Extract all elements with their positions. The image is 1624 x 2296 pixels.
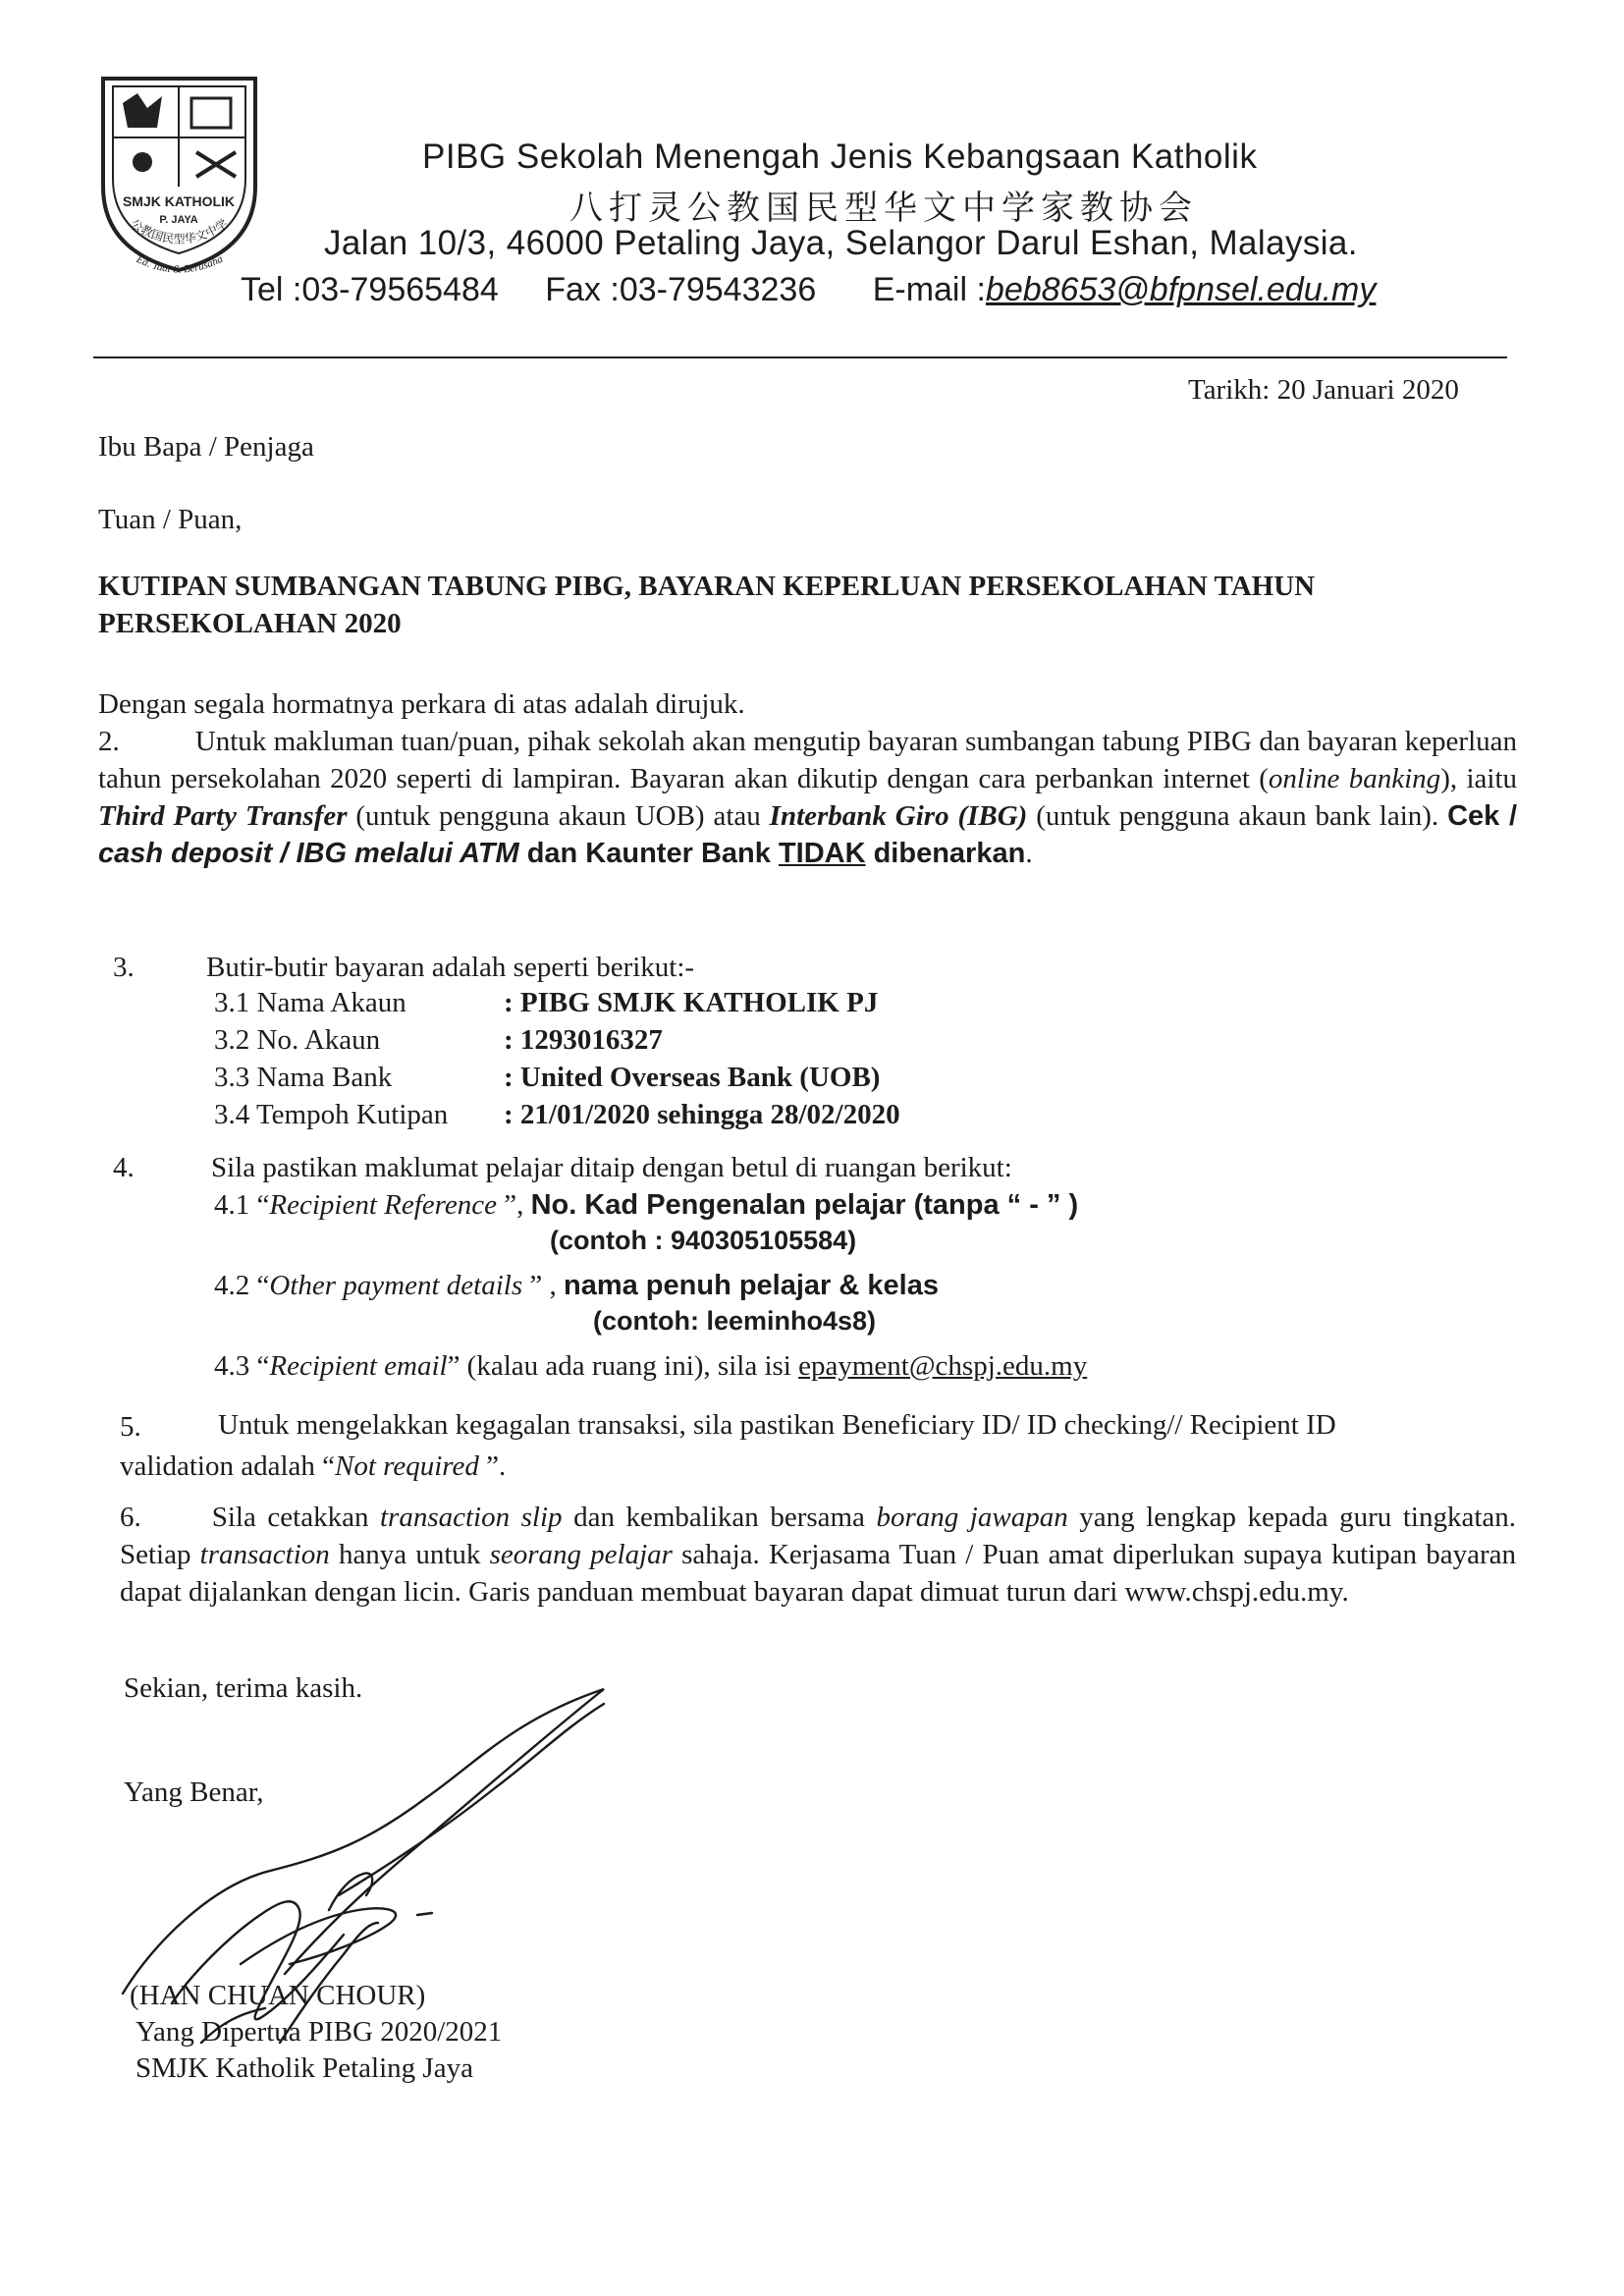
payment-detail-row: 3.1 Nama Akaun : PIBG SMJK KATHOLIK PJ [214, 987, 879, 1018]
subject-heading [98, 568, 1315, 642]
paragraph-4-number: 4. [113, 1152, 135, 1183]
recipient: Ibu Bapa / Penjaga [98, 431, 314, 463]
recipient-reference-item: 4.1 “Recipient Reference ”, No. Kad Pengenalan pelajar (tanpa “ - ” ) [214, 1189, 1079, 1221]
paragraph-5-line-2: validation adalah “Not required ”. [120, 1450, 507, 1482]
epayment-email-link[interactable]: epayment@chspj.edu.my [798, 1350, 1088, 1382]
paragraph-2-text-c: (untuk pengguna akaun UOB) atau [347, 800, 770, 832]
paragraph-5-number: 5. [120, 1411, 141, 1443]
payment-detail-row: 3.3 Nama Bank : United Overseas Bank (UOB) [214, 1062, 881, 1093]
other-payment-details-example: (contoh: leeminho4s8) [593, 1306, 877, 1336]
paragraph-2-number: 2. [98, 726, 120, 757]
payment-detail-row: 3.2 No. Akaun : 1293016327 [214, 1024, 663, 1056]
email-label: E-mail : [872, 271, 986, 308]
tel-number: 03-79565484 [301, 271, 499, 308]
paragraph-6: 6. Sila cetakkan transaction slip dan kembalikan bersama borang jawapan yang lengkap kepada guru tingkatan. Setiap transaction hanya untuk seorang pelajar sahaja. Kerjasama Tuan / Puan amat diperlukan supaya kutipan bayaran dapat dijalankan dengan licin. Garis panduan membuat bayaran dapat dimuat turun dari www.chspj.edu.my. [120, 1502, 1516, 1608]
recipient-email-item: 4.3 “Recipient email” (kalau ada ruang ini), sila isi epayment@chspj.edu.my [214, 1350, 1088, 1382]
letter-date: Tarikh: 20 Januari 2020 [1188, 374, 1459, 406]
letterhead-address: Jalan 10/3, 46000 Petaling Jaya, Selangor Darul Eshan, Malaysia. [324, 224, 1358, 262]
paragraph-4-intro: Sila pastikan maklumat pelajar ditaip dengan betul di ruangan berikut: [211, 1152, 1012, 1183]
online-banking-term: online banking [1268, 763, 1441, 794]
paragraph-2-text: Untuk makluman tuan/puan, pihak sekolah akan mengutip bayaran sumbangan tabung PIBG dan bayaran keperluan tahun persekolahan 2020 seperti di lampiran. Bayaran akan dikutip dengan cara perbankan internet ( [98, 726, 1517, 794]
paragraph-3-number: 3. [113, 952, 135, 983]
email-link[interactable]: beb8653@bfpnsel.edu.my [985, 271, 1377, 308]
signatory-organization: SMJK Katholik Petaling Jaya [135, 2052, 473, 2084]
signatory-title: Yang Dipertua PIBG 2020/2021 [135, 2016, 503, 2048]
paragraph-2-text-b: ), iaitu [1440, 763, 1518, 794]
crest-text-top: SMJK KATHOLIK [122, 193, 236, 209]
crest-text-middle: P. JAYA [159, 214, 198, 226]
tel-label: Tel : [241, 271, 302, 308]
signatory-name: (HAN CHUAN CHOUR) [130, 1980, 426, 2011]
header-divider [93, 356, 1507, 358]
recipient-reference-example: (contoh : 940305105584) [550, 1226, 857, 1255]
subject-line-1: KUTIPAN SUMBANGAN TABUNG PIBG, BAYARAN KEPERLUAN PERSEKOLAHAN TAHUN [98, 571, 1316, 602]
intro-paragraph: Dengan segala hormatnya perkara di atas adalah dirujuk. [98, 688, 745, 720]
paragraph-5-line-1: Untuk mengelakkan kegagalan transaksi, sila pastikan Beneficiary ID/ ID checking// Recipient ID [218, 1409, 1336, 1441]
third-party-transfer-term: Third Party Transfer [98, 800, 348, 832]
other-payment-details-item: 4.2 “Other payment details ” , nama penuh pelajar & kelas [214, 1270, 939, 1301]
closing-line: Sekian, terima kasih. [124, 1672, 363, 1704]
payment-details-list [214, 984, 900, 1133]
crest-text-chinese: 公教国民型华文中学 [128, 216, 231, 246]
paragraph-3-intro: Butir-butir bayaran adalah seperti berikut:- [206, 952, 695, 983]
paragraph-2: 2. Untuk makluman tuan/puan, pihak sekolah akan mengutip bayaran sumbangan tabung PIBG dan bayaran keperluan tahun persekolahan 2020 seperti di lampiran. Bayaran akan dikutip dengan cara perbankan internet (online banking), iaitu Third Party Transfer (untuk pengguna akaun UOB) atau Interbank Giro (IBG) (untuk pengguna akaun bank lain). Cek / cash deposit / IBG melalui ATM dan Kaunter Bank TIDAK dibenarkan. [98, 726, 1518, 869]
subject-line-2: PERSEKOLAHAN 2020 [98, 608, 402, 639]
letterhead-org-name-chinese: 八打灵公教国民型华文中学家教协会 [569, 189, 1198, 228]
payment-warning: Cek / cash deposit / IBG melalui ATM dan Kaunter Bank TIDAK dibenarkan [98, 800, 1517, 869]
paragraph-6-number: 6. [120, 1502, 141, 1533]
salutation: Tuan / Puan, [98, 504, 243, 535]
school-crest-logo [88, 69, 270, 275]
interbank-giro-term: Interbank Giro (IBG) [769, 800, 1028, 832]
paragraph-2-text-d: (untuk pengguna akaun bank lain). [1027, 800, 1448, 832]
fax-number: 03-79543236 [619, 271, 817, 308]
letterhead-org-name: PIBG Sekolah Menengah Jenis Kebangsaan Katholik [422, 137, 1258, 176]
crest-motto: Ed. Taat & Berusaha [134, 252, 225, 275]
letterhead-contact-line [241, 271, 1376, 309]
fax-label: Fax : [545, 271, 620, 308]
sign-off: Yang Benar, [124, 1777, 264, 1808]
payment-detail-row: 3.4 Tempoh Kutipan : 21/01/2020 sehingga 28/02/2020 [214, 1099, 900, 1130]
